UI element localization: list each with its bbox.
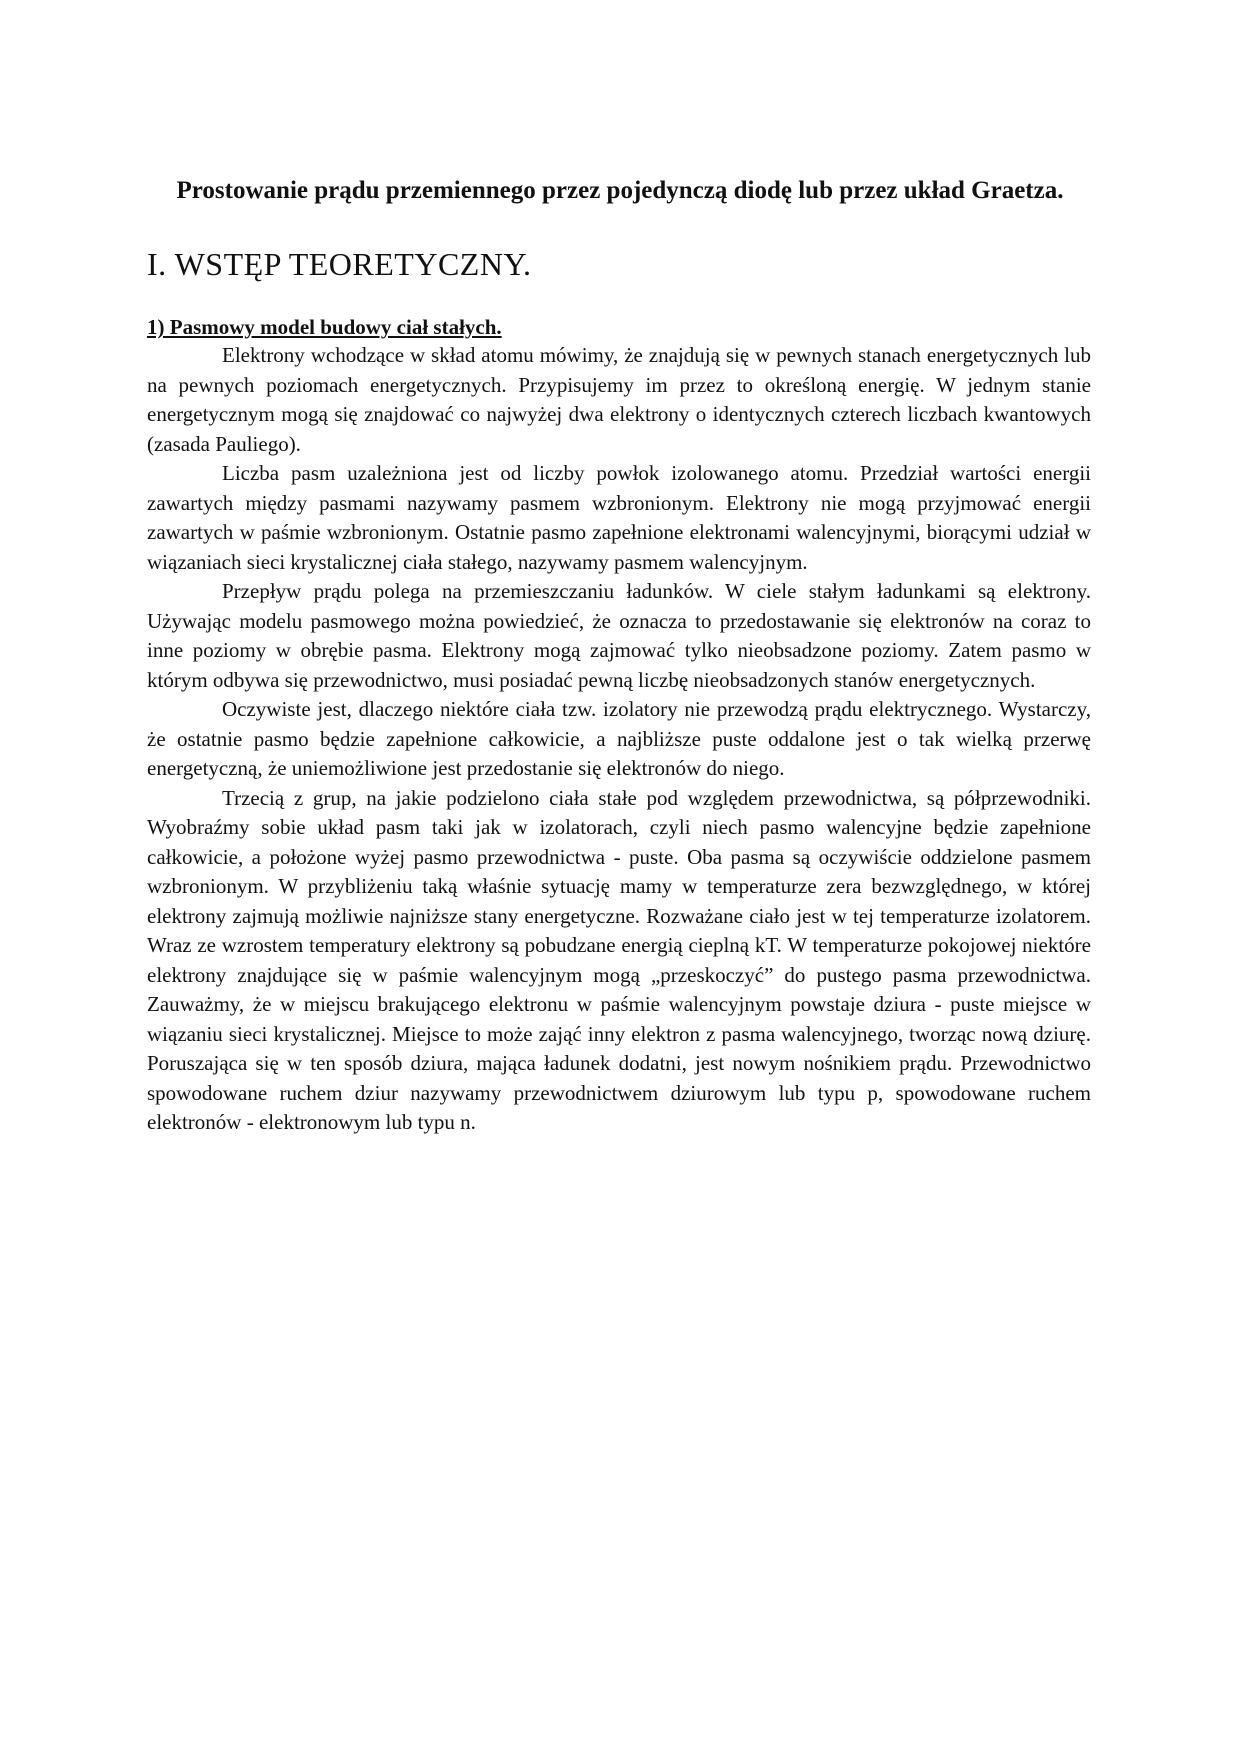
section-heading: I. WSTĘP TEORETYCZNY.: [147, 246, 532, 282]
paragraph: Elektrony wchodzące w skład atomu mówimy, że znajdują się w pewnych stanach energetycznych lub na pewnych poziomach energetycznych. Przypisujemy im przez to określoną energię. W jednym stanie energetycznym mogą się znajdować co najwyżej dwa elektrony o identycznych czterech liczbach kwantowych (zasada Pauliego).: [147, 343, 1091, 456]
paragraph: Liczba pasm uzależniona jest od liczby powłok izolowanego atomu. Przedział wartości energii zawartych między pasmami nazywamy pasmem wzbronionym. Elektrony nie mogą przyjmować energii zawartych w paśmie wzbronionym. Ostatnie pasmo zapełnione elektronami walencyjnymi, biorącymi udział w wiązaniach sieci krystalicznej ciała stałego, nazywamy pasmem walencyjnym.: [147, 461, 1091, 574]
paragraph: Przepływ prądu polega na przemieszczaniu ładunków. W ciele stałym ładunkami są elektrony. Używając modelu pasmowego można powiedzieć, że oznacza to przedostawanie się elektronów na coraz to inne poziomy w obrębie pasma. Elektrony mogą zajmować tylko nieobsadzone poziomy. Zatem pasmo w którym odbywa się przewodnictwo, musi posiadać pewną liczbę nieobsadzonych stanów energetycznych.: [147, 579, 1091, 692]
body-text: [147, 341, 1091, 1138]
document-title: Prostowanie prądu przemiennego przez pojedynczą diodę lub przez układ Graetza.: [176, 177, 1064, 204]
subsection-heading: 1) Pasmowy model budowy ciał stałych.: [147, 315, 502, 339]
paragraph: Trzecią z grup, na jakie podzielono ciała stałe pod względem przewodnictwa, są półprzewodniki. Wyobraźmy sobie układ pasm taki jak w izolatorach, czyli niech pasmo walencyjne będzie zapełnione całkowicie, a położone wyżej pasmo przewodnictwa - puste. Oba pasma są oczywiście oddzielone pasmem wzbronionym. W przybliżeniu taką właśnie sytuację mamy w temperaturze zera bezwzględnego, w której elektrony zajmują możliwie najniższe stany energetyczne. Rozważane ciało jest w tej temperaturze izolatorem. Wraz ze wzrostem temperatury elektrony są pobudzane energią cieplną kT. W temperaturze pokojowej niektóre elektrony znajdujące się w paśmie walencyjnym mogą „przeskoczyć” do pustego pasma przewodnictwa. Zauważmy, że w miejscu brakującego elektronu w paśmie walencyjnym powstaje dziura - puste miejsce w wiązaniu sieci krystalicznej. Miejsce to może zająć inny elektron z pasma walencyjnego, tworząc nową dziurę. Poruszająca się w ten sposób dziura, mająca ładunek dodatni, jest nowym nośnikiem prądu. Przewodnictwo spowodowane ruchem dziur nazywamy przewodnictwem dziurowym lub typu p, spowodowane ruchem elektronów - elektronowym lub typu n.: [147, 785, 1091, 1134]
paragraph: Oczywiste jest, dlaczego niektóre ciała tzw. izolatory nie przewodzą prądu elektrycznego. Wystarczy, że ostatnie pasmo będzie zapełnione całkowicie, a najbliższe puste oddalone jest o tak wielką przerwę energetyczną, że uniemożliwione jest przedostanie się elektronów do niego.: [147, 697, 1091, 780]
